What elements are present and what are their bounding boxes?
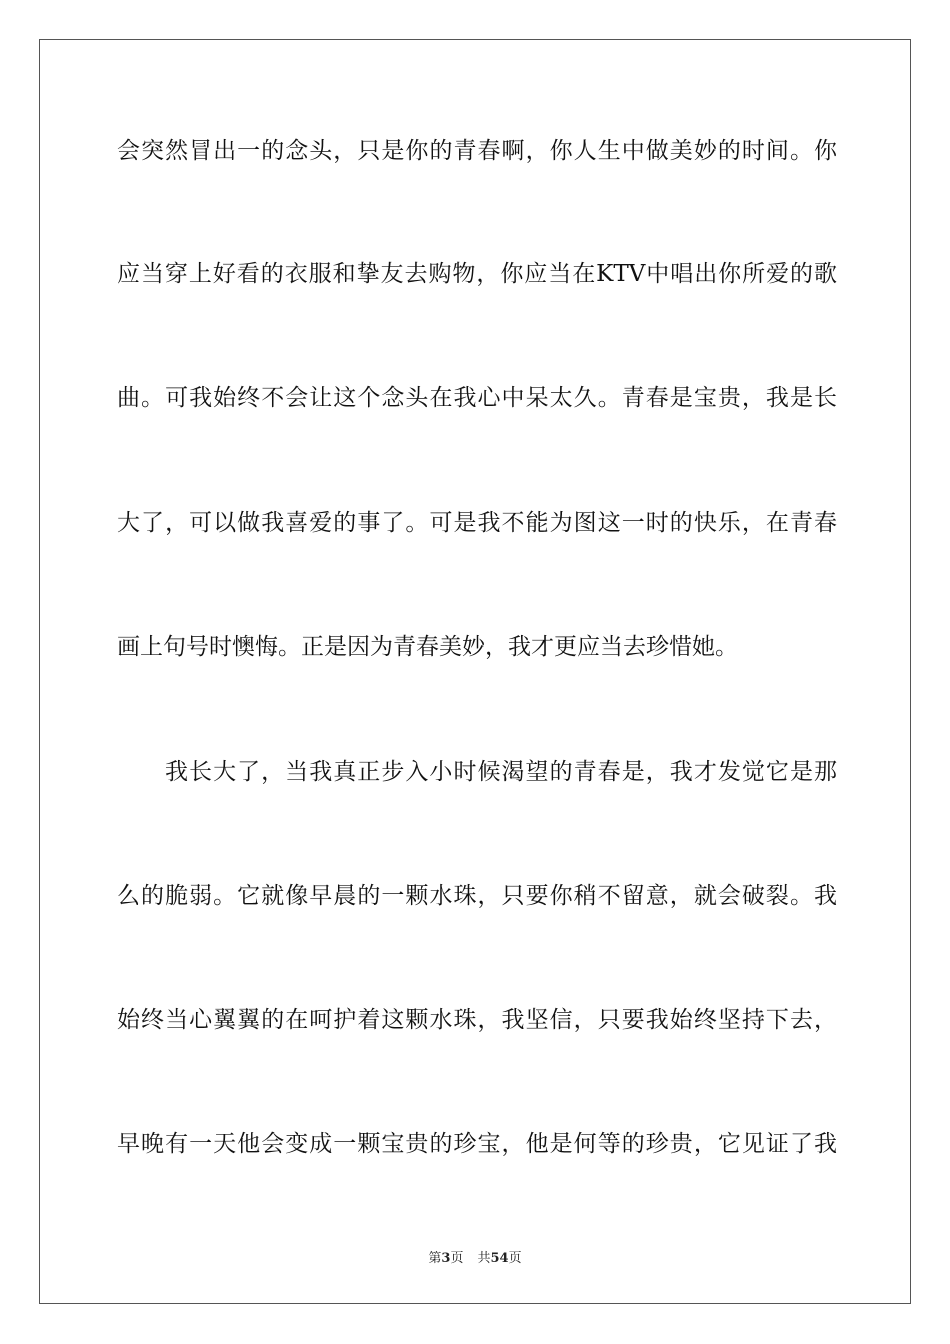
text-line: 画上句号时懊悔。正是因为青春美妙，我才更应当去珍惜她。 xyxy=(117,634,738,660)
text-line: 会突然冒出一的念头，只是你的青春啊，你人生中做美妙的时间。你 xyxy=(117,138,837,164)
total-pages: 54 xyxy=(490,1251,509,1266)
page-footer xyxy=(0,1247,950,1266)
text-line: 始终当心翼翼的在呵护着这颗水珠，我坚信，只要我始终坚持下去， xyxy=(117,1007,837,1033)
text-line: 曲。可我始终不会让这个念头在我心中呆太久。青春是宝贵，我是长 xyxy=(117,385,837,411)
text-line: 么的脆弱。它就像早晨的一颗水珠，只要你稍不留意，就会破裂。我 xyxy=(117,883,837,909)
page-border xyxy=(39,39,911,1304)
page-suffix: 页 xyxy=(450,1251,464,1266)
text-line: 应当穿上好看的衣服和挚友去购物，你应当在KTV中唱出你所爱的歌 xyxy=(117,261,837,287)
page-prefix: 第 xyxy=(428,1251,442,1266)
total-suffix: 页 xyxy=(508,1251,522,1266)
page-number: 3 xyxy=(441,1251,451,1266)
text-line: 我长大了，当我真正步入小时候渴望的青春是，我才发觉它是那 xyxy=(165,759,837,785)
text-line: 大了，可以做我喜爱的事了。可是我不能为图这一时的快乐，在青春 xyxy=(117,510,837,536)
total-prefix: 共 xyxy=(477,1251,491,1266)
text-line: 早晚有一天他会变成一颗宝贵的珍宝，他是何等的珍贵，它见证了我 xyxy=(117,1131,837,1157)
